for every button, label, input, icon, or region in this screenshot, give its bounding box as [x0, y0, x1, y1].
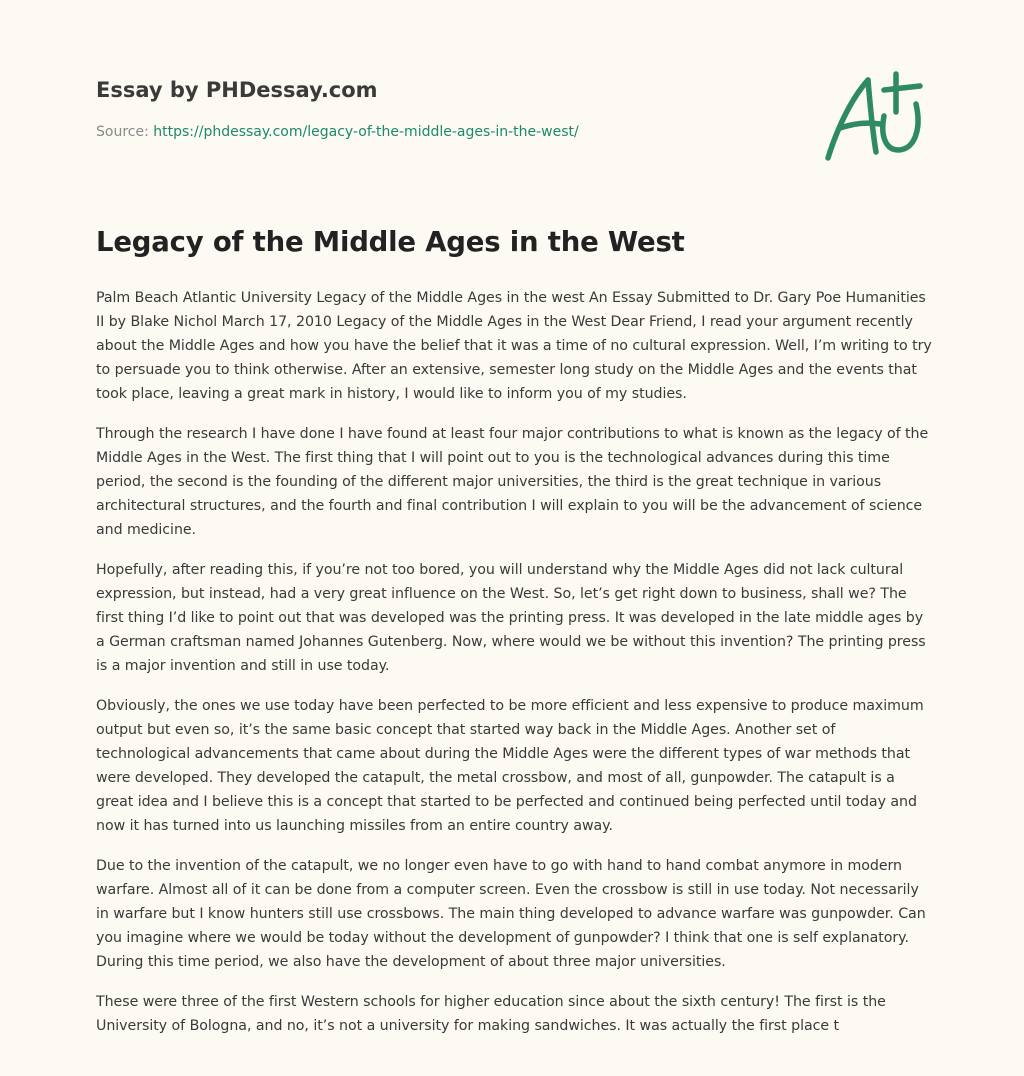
source-line — [96, 124, 579, 140]
essay-header — [96, 74, 928, 174]
source-label: Source: — [96, 124, 149, 140]
essay-paragraph: Due to the invention of the catapult, we no longer even have to go with hand to hand combat anymore in modern warfare. Almost all of it can be done from a computer screen. Even the crossbow is still in use today. Not necessarily in warfare but I know hunters still use crossbows. The main thing developed to advance warfare was gunpowder. Can you imagine where we would be today without the development of gunpowder? I think that one is self explanatory. During this time period, we also have the development of about three major universities. — [96, 858, 926, 970]
essay-paragraph: Palm Beach Atlantic University Legacy of the Middle Ages in the west An Essay Submitted to Dr. Gary Poe Humanities II by Blake Nichol March 17, 2010 Legacy of the Middle Ages in the West Dear Friend, I read your argument recently about the Middle Ages and how you have the belief that it was a time of no cultural expression. Well, I’m writing to try to persuade you to think otherwise. After an extensive, semester long study on the Middle Ages and the events that took place, leaving a great mark in history, I would like to inform you of my studies. — [96, 290, 932, 402]
site-brand: Essay by PHDessay.com — [96, 78, 378, 102]
essay-paragraph: Through the research I have done I have found at least four major contributions to what is known as the legacy of the Middle Ages in the West. The first thing that I will point out to you is the technological advances during this time period, the second is the founding of the different major universities, the third is the great technique in various architectural structures, and the fourth and final contribution I will explain to you will be the advancement of science and medicine. — [96, 426, 929, 538]
essay-paragraph: Obviously, the ones we use today have been perfected to be more efficient and less expensive to produce maximum output but even so, it’s the same basic concept that started way back in the Middle Ages. Another set of technological advancements that came about during the Middle Ages were the different types of war methods that were developed. They developed the catapult, the metal crossbow, and most of all, gunpowder. The catapult is a great idea and I believe this is a concept that started to be perfected and continued being perfected until today and now it has turned into us launching missiles from an entire country away. — [96, 698, 924, 834]
essay-paragraph: Hopefully, after reading this, if you’re not too bored, you will understand why the Middle Ages did not lack cultural expression, but instead, had a very great influence on the West. So, let’s get right down to business, shall we? The first thing I’d like to point out that was developed was the printing press. It was developed in the late middle ages by a German craftsman named Johannes Gutenberg. Now, where would we be without this invention? The printing press is a major invention and still in use today. — [96, 562, 926, 674]
essay-title: Legacy of the Middle Ages in the West — [96, 226, 685, 258]
source-link[interactable]: https://phdessay.com/legacy-of-the-middle-ages-in-the-west/ — [153, 124, 579, 140]
a-plus-logo-icon — [822, 70, 926, 164]
essay-paragraph: These were three of the first Western schools for higher education since about the sixth century! The first is the University of Bologna, and no, it’s not a university for making sandwiches. It was actually the first place t — [96, 994, 886, 1034]
essay-body — [96, 286, 932, 1054]
